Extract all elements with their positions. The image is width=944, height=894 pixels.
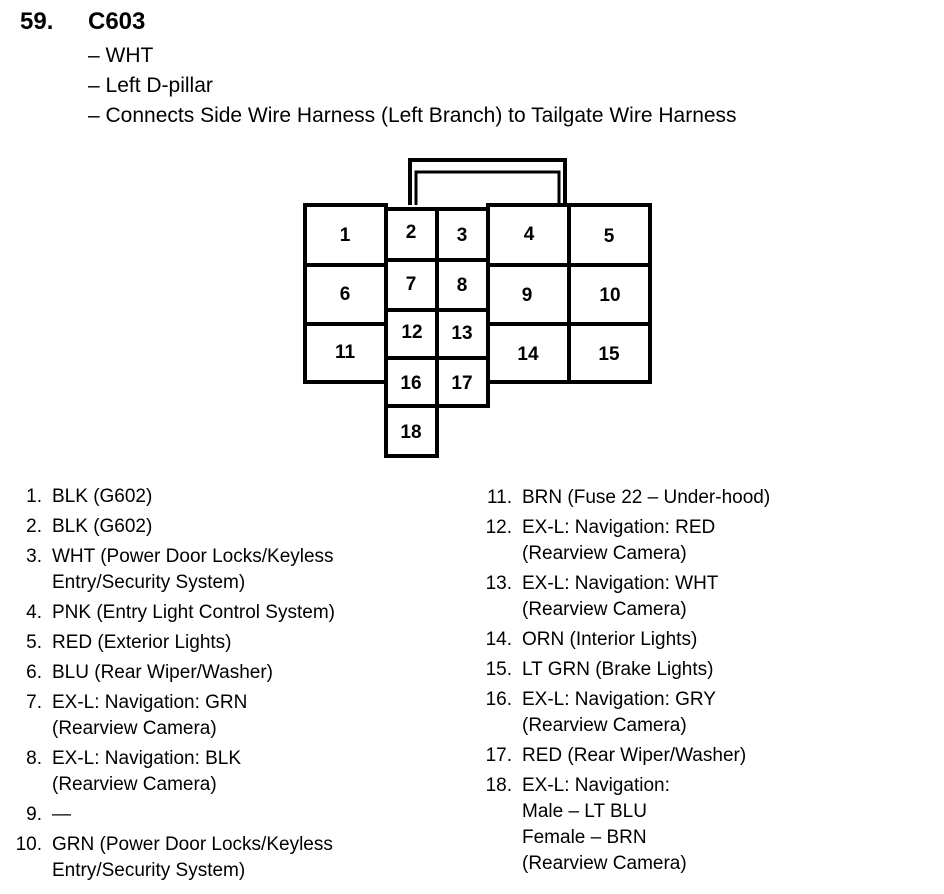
connector-description-line: – Connects Side Wire Harness (Left Branch) to Tailgate Wire Harness (88, 104, 737, 127)
legend-pin-description (52, 484, 152, 510)
legend-description-line: BLK (G602) (52, 516, 153, 537)
legend-pin-number: 13. (485, 573, 512, 594)
legend-description-line: WHT (Power Door Locks/Keyless (52, 546, 334, 567)
legend-description-line: RED (Rear Wiper/Washer) (522, 745, 747, 766)
pin-legend-left (0, 484, 460, 888)
legend-pin-description (522, 657, 713, 683)
legend-description-line: EX-L: Navigation: GRN (52, 692, 248, 713)
legend-pin-number: 6. (26, 662, 42, 683)
connector-index: 59. (20, 8, 54, 35)
legend-item (0, 630, 460, 656)
legend-description-line: GRN (Power Door Locks/Keyless (52, 834, 333, 855)
pin-label-12: 12 (401, 322, 423, 343)
pin-legend-right (470, 485, 940, 881)
legend-pin-number: 7. (26, 692, 42, 713)
legend-pin-description (522, 627, 697, 653)
legend-item (470, 515, 940, 567)
legend-pin-number: 4. (26, 602, 42, 623)
legend-item (0, 544, 460, 596)
legend-pin-number: 12. (485, 517, 512, 538)
legend-description-line: EX-L: Navigation: RED (522, 517, 716, 538)
legend-description-line: (Rearview Camera) (52, 774, 217, 795)
legend-item (470, 571, 940, 623)
pin-label-3: 3 (456, 225, 468, 246)
legend-pin-description (52, 832, 333, 884)
legend-pin-description (522, 515, 715, 567)
legend-item (0, 600, 460, 626)
pin-label-13: 13 (451, 323, 473, 344)
legend-item (470, 743, 940, 769)
legend-item (470, 657, 940, 683)
legend-description-line: (Rearview Camera) (522, 543, 687, 564)
legend-pin-number: 10. (15, 834, 42, 855)
legend-description-line: (Rearview Camera) (52, 718, 217, 739)
legend-pin-number: 15. (485, 659, 512, 680)
pin-label-15: 15 (598, 344, 620, 365)
legend-pin-number: 3. (26, 546, 42, 567)
legend-description-line: Male – LT BLU (522, 801, 647, 822)
legend-pin-number: 16. (485, 689, 512, 710)
pin-label-6: 6 (339, 284, 351, 305)
legend-pin-description (52, 630, 232, 656)
legend-item (470, 485, 940, 511)
legend-description-line: BLK (G602) (52, 486, 153, 507)
legend-pin-description (522, 571, 718, 623)
legend-description-line: Entry/Security System) (52, 572, 246, 593)
pin-label-14: 14 (517, 344, 539, 365)
legend-pin-description (522, 485, 770, 511)
legend-description-line: PNK (Entry Light Control System) (52, 602, 335, 623)
legend-item (470, 773, 940, 877)
legend-pin-description (52, 514, 152, 540)
pin-label-8: 8 (456, 275, 468, 296)
legend-pin-number: 17. (485, 745, 512, 766)
pin-label-9: 9 (521, 285, 533, 306)
legend-description-line: Female – BRN (522, 827, 647, 848)
legend-pin-number: 11. (486, 487, 512, 508)
legend-description-line: (Rearview Camera) (522, 599, 687, 620)
legend-pin-description (52, 544, 334, 596)
legend-pin-description (522, 687, 716, 739)
pin-label-1: 1 (339, 225, 351, 246)
legend-pin-number: 18. (485, 775, 512, 796)
legend-item (0, 484, 460, 510)
connector-lock-tab-inner (416, 172, 559, 205)
legend-description-line: ORN (Interior Lights) (522, 629, 698, 650)
connector-location-line: – Left D-pillar (88, 74, 213, 97)
legend-description-line: RED (Exterior Lights) (52, 632, 232, 653)
legend-description-line: EX-L: Navigation: GRY (522, 689, 716, 710)
legend-item (0, 832, 460, 884)
connector-lock-tab (410, 160, 565, 205)
legend-pin-description (52, 660, 273, 686)
pin-label-17: 17 (451, 373, 473, 394)
pin-label-18: 18 (400, 422, 422, 443)
legend-item (0, 746, 460, 798)
legend-item (470, 627, 940, 653)
legend-description-line: Entry/Security System) (52, 860, 246, 881)
connector-code: C603 (88, 8, 146, 35)
legend-pin-number: 5. (26, 632, 42, 653)
pin-label-2: 2 (405, 222, 417, 243)
legend-description-line: (Rearview Camera) (522, 853, 687, 874)
pin-label-16: 16 (400, 373, 422, 394)
legend-pin-number: 14. (485, 629, 512, 650)
legend-description-line: LT GRN (Brake Lights) (522, 659, 714, 680)
connector-color-line: – WHT (88, 44, 154, 67)
legend-description-line: EX-L: Navigation: BLK (52, 748, 242, 769)
legend-pin-number: 1. (26, 486, 42, 507)
legend-description-line: (Rearview Camera) (522, 715, 687, 736)
legend-item (0, 690, 460, 742)
legend-pin-description (52, 802, 71, 828)
legend-item (0, 660, 460, 686)
legend-pin-description (522, 743, 746, 769)
legend-item (470, 687, 940, 739)
legend-pin-number: 2. (26, 516, 42, 537)
pin-label-4: 4 (523, 224, 535, 245)
legend-pin-description (52, 690, 247, 742)
legend-pin-number: 9. (26, 804, 42, 825)
legend-pin-number: 8. (26, 748, 42, 769)
pin-label-7: 7 (405, 274, 417, 295)
pin-label-11: 11 (334, 342, 356, 363)
legend-description-line: BLU (Rear Wiper/Washer) (52, 662, 274, 683)
pin-label-5: 5 (603, 226, 615, 247)
legend-pin-description (52, 600, 335, 626)
legend-pin-description (52, 746, 241, 798)
legend-description-line: — (52, 804, 71, 825)
pin-label-10: 10 (599, 285, 621, 306)
legend-description-line: EX-L: Navigation: WHT (522, 573, 719, 594)
legend-item (0, 802, 460, 828)
legend-pin-description (522, 773, 687, 877)
legend-description-line: EX-L: Navigation: (522, 775, 670, 796)
legend-description-line: BRN (Fuse 22 – Under-hood) (522, 487, 771, 508)
legend-item (0, 514, 460, 540)
